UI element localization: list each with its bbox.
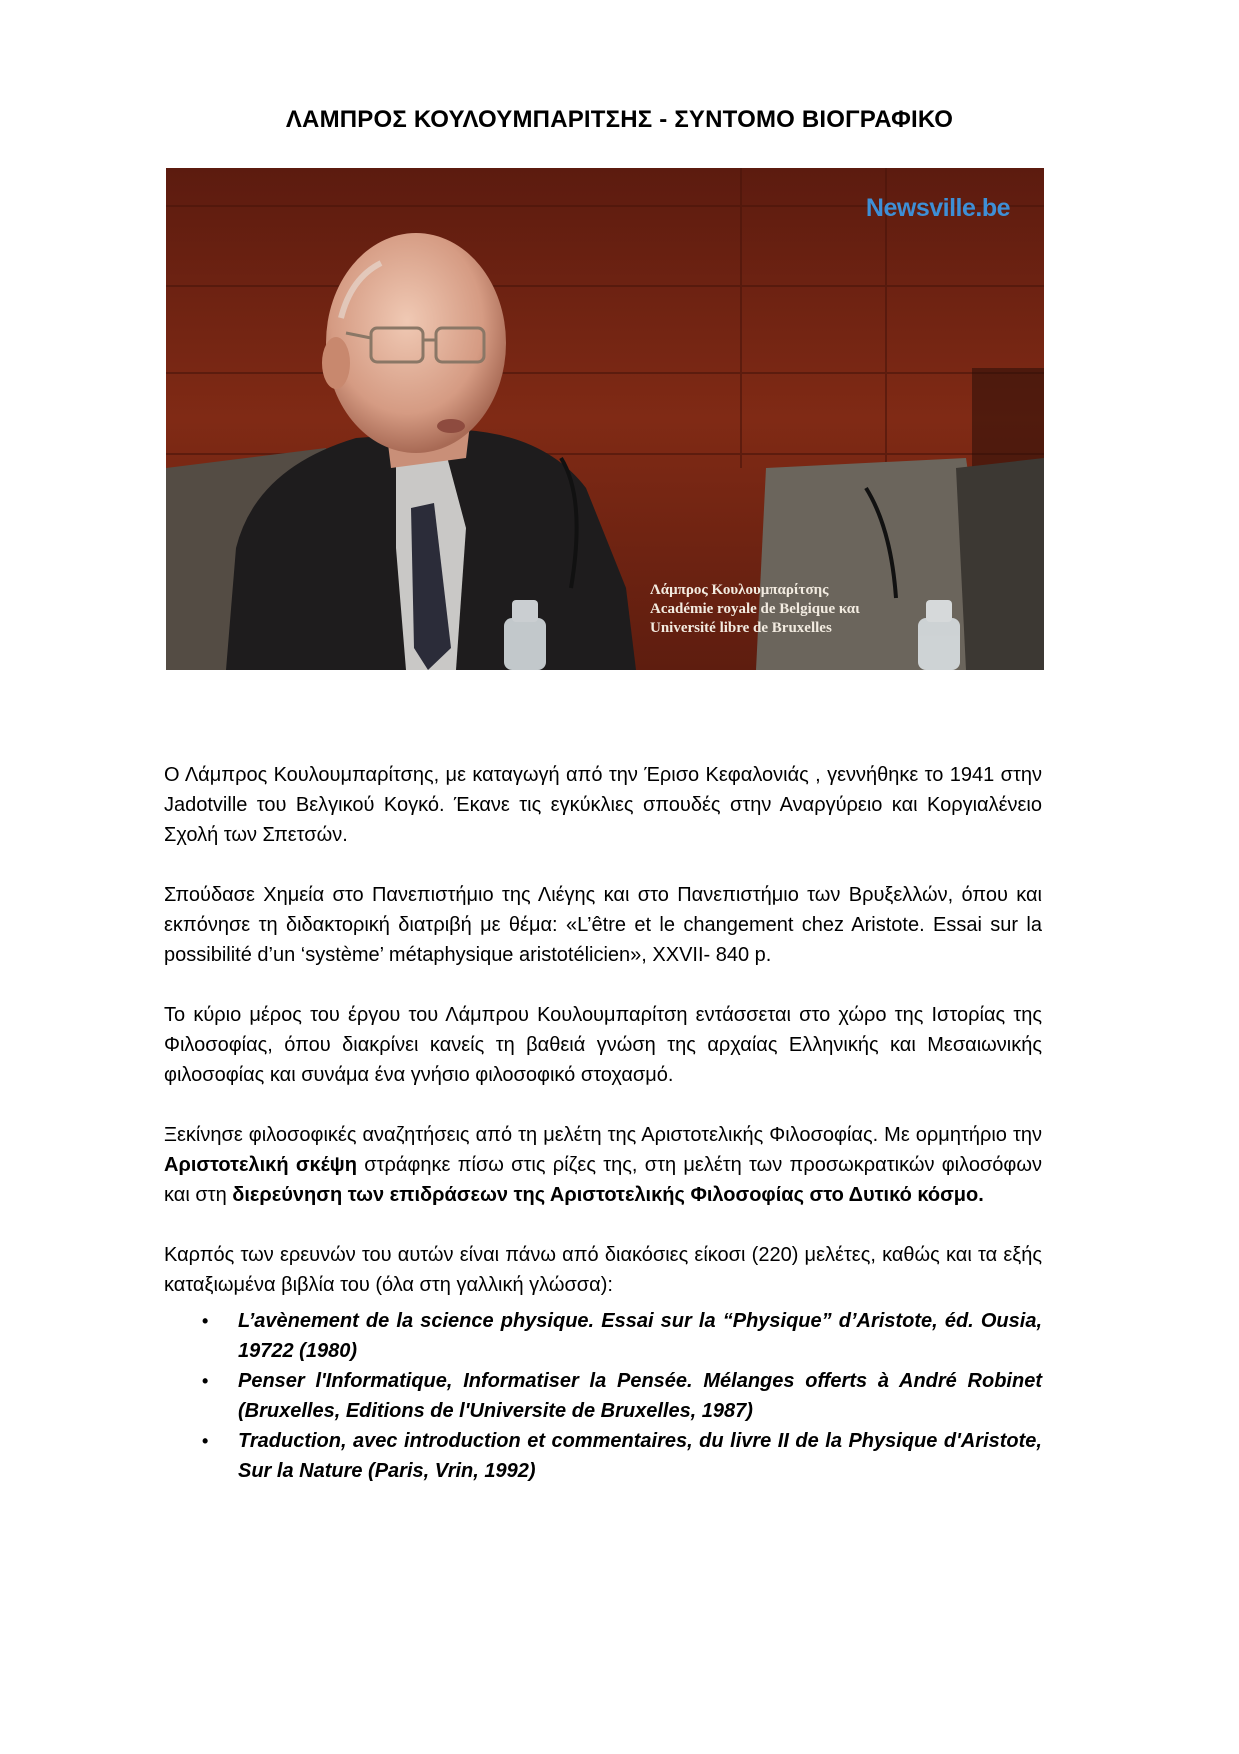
caption-line: Université libre de Bruxelles [650,620,832,636]
book-title: Penser l'Informatique, Informatiser la Pensée. Mélanges offerts à André Robinet (Bruxelles, Editions de l'Universite de Bruxelles, 1987) [238,1370,1042,1422]
bullet-icon: • [202,1431,209,1451]
list-item [164,1306,1042,1366]
paragraph-publications: Καρπός των ερευνών του αυτών είναι πάνω από διακόσιες είκοσι (220) μελέτες, καθώς και τα εξής καταξιωμένα βιβλία του (όλα στη γαλλική γλώσσα): [164,1244,1042,1296]
caption-line: Académie royale de Belgique και [650,601,860,617]
text-segment: στράφηκε πίσω στις ρίζες της, στη μελέτη των προσωκρατικών φιλοσόφων και στη [164,1154,1042,1206]
book-title: L’avènement de la science physique. Essai sur la “Physique” d’Aristote, éd. Ousia, 19722 (1980) [238,1310,1042,1362]
text-segment: Ξεκίνησε φιλοσοφικές αναζητήσεις από τη μελέτη της Αριστοτελικής Φιλοσοφίας. Με ορμητήριο την [164,1124,1042,1146]
list-item [164,1366,1042,1426]
page-title: ΛΑΜΠΡΟΣ ΚΟΥΛΟΥΜΠΑΡΙΤΣΗΣ - ΣΥΝΤΟΜΟ ΒΙΟΓΡΑΦΙΚΟ [285,106,954,133]
book-title: Traduction, avec introduction et commentaires, du livre II de la Physique d'Aristote, Sur la Nature (Paris, Vrin, 1992) [238,1430,1042,1482]
list-item [164,1426,1042,1486]
biography-body [164,760,1042,1486]
caption-line: Λάμπρος Κουλουμπαρίτσης [650,582,829,598]
photo-illustration [166,168,1044,670]
bullet-icon: • [202,1311,209,1331]
bold-phrase: Αριστοτελική σκέψη [164,1154,357,1176]
paragraph-studies: Σπούδασε Χημεία στο Πανεπιστήμιο της Λιέγης και στο Πανεπιστήμιο των Βρυξελλών, όπου και εκπόνησε τη διδακτορική διατριβή με θέμα: «L’être et le changement chez Aristote. Essai sur la possibilité d’un ‘système’ métaphysique aristotélicien», XXVII- 840 p. [164,884,1042,966]
watermark-logo: Newsville.be [865,194,1010,222]
bold-phrase: διερεύνηση των επιδράσεων της Αριστοτελικής Φιλοσοφίας στο Δυτικό κόσμο. [232,1184,984,1206]
paragraph-work: Το κύριο μέρος του έργου του Λάμπρου Κουλουμπαρίτση εντάσσεται στο χώρο της Ιστορίας της Φιλοσοφίας, όπου διακρίνει κανείς τη βαθειά γνώση της αρχαίας Ελληνικής και Μεσαιωνικής φιλοσοφίας και συνάμα ένα γνήσιο φιλοσοφικό στοχασμό. [164,1004,1042,1086]
portrait-photo [166,168,1044,670]
books-list [164,1306,1042,1486]
bullet-icon: • [202,1371,209,1391]
photo-caption [650,581,860,638]
paragraph-research [164,1120,1042,1210]
paragraph-origin: Ο Λάμπρος Κουλουμπαρίτσης, με καταγωγή από την Έρισο Κεφαλονιάς , γεννήθηκε το 1941 στην Jadotville του Βελγικού Κογκό. Έκανε τις εγκύκλιες σπουδές στην Αναργύρειο και Κοργιαλένειο Σχολή των Σπετσών. [164,764,1042,846]
